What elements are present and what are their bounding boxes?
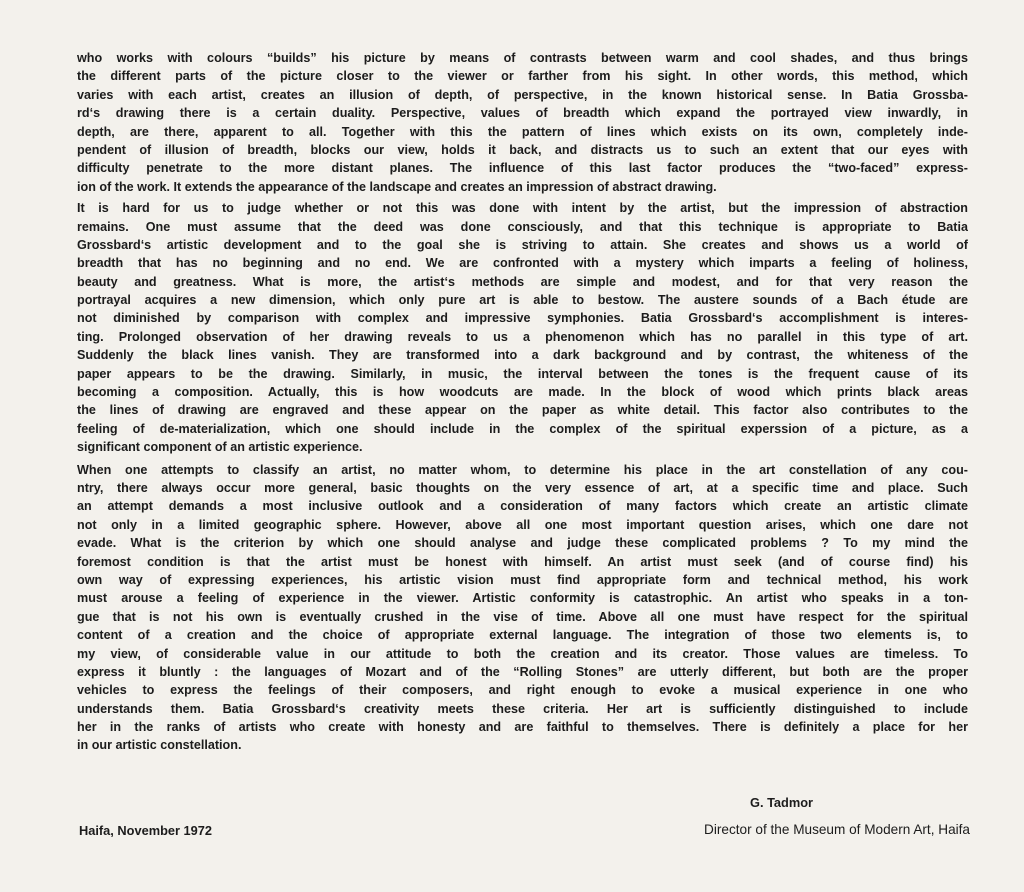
text-line: who works with colours “builds” his picture by means of contrasts between warm and cool shades, and thus brings — [77, 51, 968, 65]
paragraph-1 — [77, 49, 968, 196]
text-line: vehicles to express the feelings of their composers, and right enough to evoke a musical experience in one who — [77, 683, 968, 698]
text-line: depth, are there, apparent to all. Together with this the pattern of lines which exists on its own, completely inde- — [77, 124, 968, 139]
text-line: ntry, there always occur more general, basic thoughts on the very essence of art, at a specific time and place. Such — [77, 480, 968, 495]
paragraph-3 — [77, 461, 968, 755]
text-line: remains. One must assume that the deed was done consciously, and that this technique is appropriate to Batia — [77, 219, 968, 234]
text-line: must arouse a feeling of experience in the viewer. Artistic conformity is catastrophic. An artist who speaks in a ton- — [77, 591, 968, 606]
text-line: Grossbard‘s artistic development and to the goal she is striving to attain. She creates and shows us a world of — [77, 237, 968, 252]
text-line: understands them. Batia Grossbard‘s creativity meets these criteria. Her art is sufficiently distinguished to include — [77, 701, 968, 716]
text-line: breadth that has no beginning and no end. We are confronted with a mystery which imparts a feeling of holiness, — [77, 256, 968, 271]
text-line: pendent of illusion of breadth, blocks our view, holds it back, and distracts us to such an extent that our eyes with — [77, 142, 968, 157]
text-line: becoming a composition. Actually, this is how woodcuts are made. In the block of wood which prints black areas — [77, 385, 968, 400]
text-line: content of a creation and the choice of appropriate external language. The integration of those two elements is, to — [77, 628, 968, 643]
text-line: When one attempts to classify an artist, no matter whom, to determine his place in the art constellation of any cou- — [77, 462, 968, 477]
text-line: portrayal acquires a new dimension, which only pure art is able to bestow. The austere sounds of a Bach étude are — [77, 293, 968, 308]
text-line: not diminished by comparison with complex and impressive symphonies. Batia Grossbard‘s accomplishment is interes- — [77, 311, 968, 326]
author-name: G. Tadmor — [750, 795, 814, 810]
text-line: rd‘s drawing there is a certain duality. Perspective, values of breadth which expand the portrayed view inwardly, in — [77, 106, 968, 121]
text-line: not only in a limited geographic sphere. However, above all one most important question arises, which one dare not — [77, 517, 968, 532]
text-line: her in the ranks of artists who create with honesty and are faithful to themselves. There is definitely a place for her — [77, 720, 968, 735]
text-line: ion of the work. It extends the appearance of the landscape and creates an impression of abstract drawing. — [77, 179, 717, 194]
text-line: significant component of an artistic experience. — [77, 440, 363, 455]
text-line: the different parts of the picture closer to the viewer or farther from his sight. In other words, this method, which — [77, 69, 968, 84]
place-date: Haifa, November 1972 — [79, 823, 213, 838]
text-line: It is hard for us to judge whether or not this was done with intent by the artist, but the impression of abstraction — [77, 201, 968, 216]
paragraph-2 — [77, 199, 968, 456]
text-line: paper appears to be the drawing. Similarly, in music, the interval between the tones is the frequent cause of its — [77, 366, 968, 381]
text-line: evade. What is the criterion by which one should analyse and judge these complicated problems ? To my mind the — [77, 536, 968, 551]
text-line: difficulty penetrate to the more distant planes. The influence of this last factor produces the “two-faced” express- — [77, 161, 968, 176]
text-line: beauty and greatness. What is more, the artist‘s methods are simple and modest, and for that very reason the — [77, 274, 968, 289]
essay-body — [77, 49, 968, 759]
text-line: an attempt demands a most inclusive outlook and a consideration of many factors which create an artistic climate — [77, 499, 968, 514]
text-line: my view, of considerable value in our attitude to both the creation and its creator. Those values are timeless. To — [77, 646, 968, 661]
text-line: express it bluntly : the languages of Mozart and of the “Rolling Stones” are utterly different, but both are the proper — [77, 664, 968, 679]
author-role: Director of the Museum of Modern Art, Haifa — [704, 822, 970, 837]
text-line: ting. Prolonged observation of her drawing reveals to us a phenomenon which has no parallel in this type of art. — [77, 329, 968, 344]
text-line: foremost condition is that the artist must be honest with himself. An artist must seek (and of course find) his — [77, 554, 968, 569]
text-line: the lines of drawing are engraved and these appear on the paper as white detail. This factor also contributes to the — [77, 403, 968, 418]
text-line: in our artistic constellation. — [77, 738, 242, 753]
text-line: own way of expressing experiences, his artistic vision must find appropriate form and technical method, his work — [77, 572, 968, 587]
text-line: Suddenly the black lines vanish. They are transformed into a dark background and by contrast, the whiteness of the — [77, 348, 968, 363]
text-line: feeling of de-materialization, which one should include in the complex of the spiritual experssion of a picture, as a — [77, 421, 968, 436]
text-line: varies with each artist, creates an illusion of depth, of perspective, in the known historical sense. In Batia Grossba- — [77, 87, 968, 102]
text-line: gue that is not his own is eventually crushed in the vise of time. Above all one must have respect for the spiritual — [77, 609, 968, 624]
